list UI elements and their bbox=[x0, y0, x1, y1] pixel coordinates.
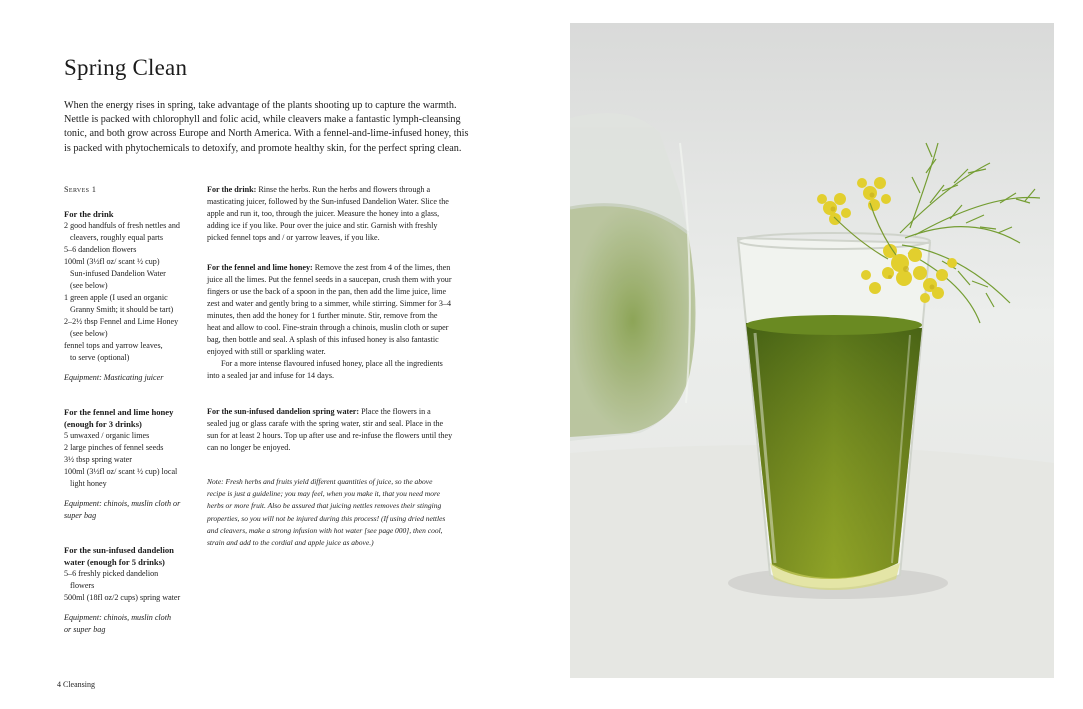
water-equipment: Equipment: chinois, muslin cloth bbox=[64, 613, 172, 622]
method-line: apple and run it, too, through the juicer. Measure the honey into a glass, bbox=[207, 209, 440, 218]
ingredient-line: 2 good handfuls of fresh nettles and bbox=[64, 221, 180, 230]
drink-photo bbox=[570, 23, 1054, 678]
drink-ingredient-list bbox=[64, 220, 198, 364]
honey-equipment: Equipment: chinois, muslin cloth or bbox=[64, 499, 181, 508]
method-line: into a sealed jar and infuse for 14 days. bbox=[207, 371, 334, 380]
ingredient-line: 100ml (3½fl oz/ scant ½ cup) local bbox=[64, 467, 178, 476]
method-line: adding ice if you like. Pour over the juice and stir. Garnish with freshly bbox=[207, 221, 438, 230]
honey-equipment-cont: super bag bbox=[64, 511, 97, 520]
method-honey-text: Remove the zest from 4 of the limes, then bbox=[312, 263, 451, 272]
intro-line: When the energy rises in spring, take advantage of the plants shooting up to capture the warmth. bbox=[64, 100, 457, 111]
honey-heading-qty: (enough for 3 drinks) bbox=[64, 419, 142, 429]
method-honey bbox=[207, 262, 479, 382]
drink-equipment: Equipment: Masticating juicer bbox=[64, 373, 164, 382]
water-equipment-cont: or super bag bbox=[64, 625, 106, 634]
drink-heading: For the drink bbox=[64, 209, 114, 219]
method-water-lead: For the sun-infused dandelion spring water: bbox=[207, 407, 360, 416]
method-honey-lead: For the fennel and lime honey: bbox=[207, 263, 313, 272]
note-line: herbs or more fruit. Also be assured that juicing nettles removes their stinging bbox=[207, 501, 442, 511]
note-line: recipe is just a guideline; you may feel, when you make it, that you need more bbox=[207, 489, 440, 499]
ingredient-line: flowers bbox=[70, 581, 95, 590]
ingredient-line: 5–6 freshly picked dandelion bbox=[64, 569, 159, 578]
method-line: juice all the limes. Put the fennel seeds in a saucepan, crush them with your bbox=[207, 275, 452, 284]
ingredient-line: cleavers, roughly equal parts bbox=[70, 233, 164, 242]
ingredient-line: 2–2½ tbsp Fennel and Lime Honey bbox=[64, 317, 179, 326]
juice-glass bbox=[738, 233, 930, 590]
serves-label: Serves 1 bbox=[64, 185, 97, 194]
intro-line: is packed with phytochemicals to detoxify, and promote healthy skin, for the perfect spring clean. bbox=[64, 142, 462, 154]
method-drink bbox=[207, 184, 479, 244]
ingredient-line: (see below) bbox=[70, 281, 108, 290]
ingredient-line: 1 green apple (I used an organic bbox=[64, 293, 168, 302]
note-line: Note: Fresh herbs and fruits yield different quantities of juice, so the above bbox=[207, 477, 433, 486]
ingredient-line: 5–6 dandelion flowers bbox=[64, 245, 137, 254]
page-footer: 4 Cleansing bbox=[57, 680, 95, 689]
method-line: sun for at least 2 hours. Top up after use and re-infuse the flowers until they bbox=[207, 431, 453, 440]
ingredient-line: 3½ tbsp spring water bbox=[64, 455, 132, 464]
method-line: fingers or use the back of a spoon in the pan, then add the lime juice, lime bbox=[207, 287, 447, 296]
method-line: can no longer be enjoyed. bbox=[207, 443, 291, 452]
ingredient-line: Granny Smith; it should be tart) bbox=[70, 305, 174, 314]
method-line: minutes, then add the honey for 1 further minute. Stir, remove from the bbox=[207, 311, 438, 320]
method-water bbox=[207, 406, 479, 454]
method-line: picked fennel tops and / or yarrow leaves, if you like. bbox=[207, 233, 380, 242]
water-heading-qty: water (enough for 5 drinks) bbox=[64, 557, 165, 567]
note-line: properties, so you will not be injured during this process! (If using dried nettles bbox=[207, 513, 446, 523]
method-line: zest and water and gently bring to a simmer, while stirring. Simmer for 3–4 bbox=[207, 299, 452, 308]
ingredient-line: 500ml (18fl oz/2 cups) spring water bbox=[64, 593, 181, 602]
honey-ingredient-list bbox=[64, 430, 198, 490]
intro-paragraph bbox=[64, 99, 484, 156]
method-line: enjoyed with still or sparkling water. bbox=[207, 347, 326, 356]
ingredient-line: 5 unwaxed / organic limes bbox=[64, 431, 150, 440]
ingredient-line: Sun-infused Dandelion Water bbox=[70, 269, 166, 278]
honey-heading: For the fennel and lime honey bbox=[64, 407, 174, 417]
method-line: masticating juicer, followed by the Sun-infused Dandelion Water. Slice the bbox=[207, 197, 449, 206]
method-line: For a more intense flavoured infused honey, place all the ingredients bbox=[221, 359, 443, 368]
method-drink-lead: For the drink: bbox=[207, 185, 257, 194]
note-line: and cleavers, make a strong infusion with hot water [see page 000], then cool, bbox=[207, 525, 443, 535]
ingredient-line: 2 large pinches of fennel seeds bbox=[64, 443, 164, 452]
note-line: strain and add to the cordial and apple juice as above.) bbox=[207, 538, 374, 548]
intro-line: tonic, and both grow across Europe and North America. With a fennel-and-lime-infused honey, this bbox=[64, 128, 469, 140]
ingredient-line: to serve (optional) bbox=[70, 353, 130, 362]
recipe-note bbox=[207, 476, 479, 549]
ingredient-line: 100ml (3½fl oz/ scant ½ cup) bbox=[64, 257, 160, 266]
ingredient-line: (see below) bbox=[70, 329, 108, 338]
ingredient-line: fennel tops and yarrow leaves, bbox=[64, 341, 163, 350]
method-drink-text: Rinse the herbs. Run the herbs and flowers through a bbox=[256, 185, 431, 194]
ingredients-column bbox=[64, 184, 198, 636]
ingredient-line: light honey bbox=[70, 479, 107, 488]
method-column bbox=[207, 184, 479, 549]
intro-line: Nettle is packed with chlorophyll and folic acid, while cleavers make a fantastic lymph-cleansing bbox=[64, 114, 461, 126]
water-heading: For the sun-infused dandelion bbox=[64, 545, 174, 555]
method-line: bag, then bottle and seal. A splash of this infused honey is also fantastic bbox=[207, 335, 439, 344]
method-line: heat and allow to cool. Fine-strain through a chinois, muslin cloth or super bbox=[207, 323, 449, 332]
method-line: sealed jug or glass carafe with the spring water, stir and seal. Place in the bbox=[207, 419, 444, 428]
water-ingredient-list bbox=[64, 568, 198, 604]
page-title: Spring Clean bbox=[64, 55, 188, 80]
method-water-text: Place the flowers in a bbox=[359, 407, 431, 416]
